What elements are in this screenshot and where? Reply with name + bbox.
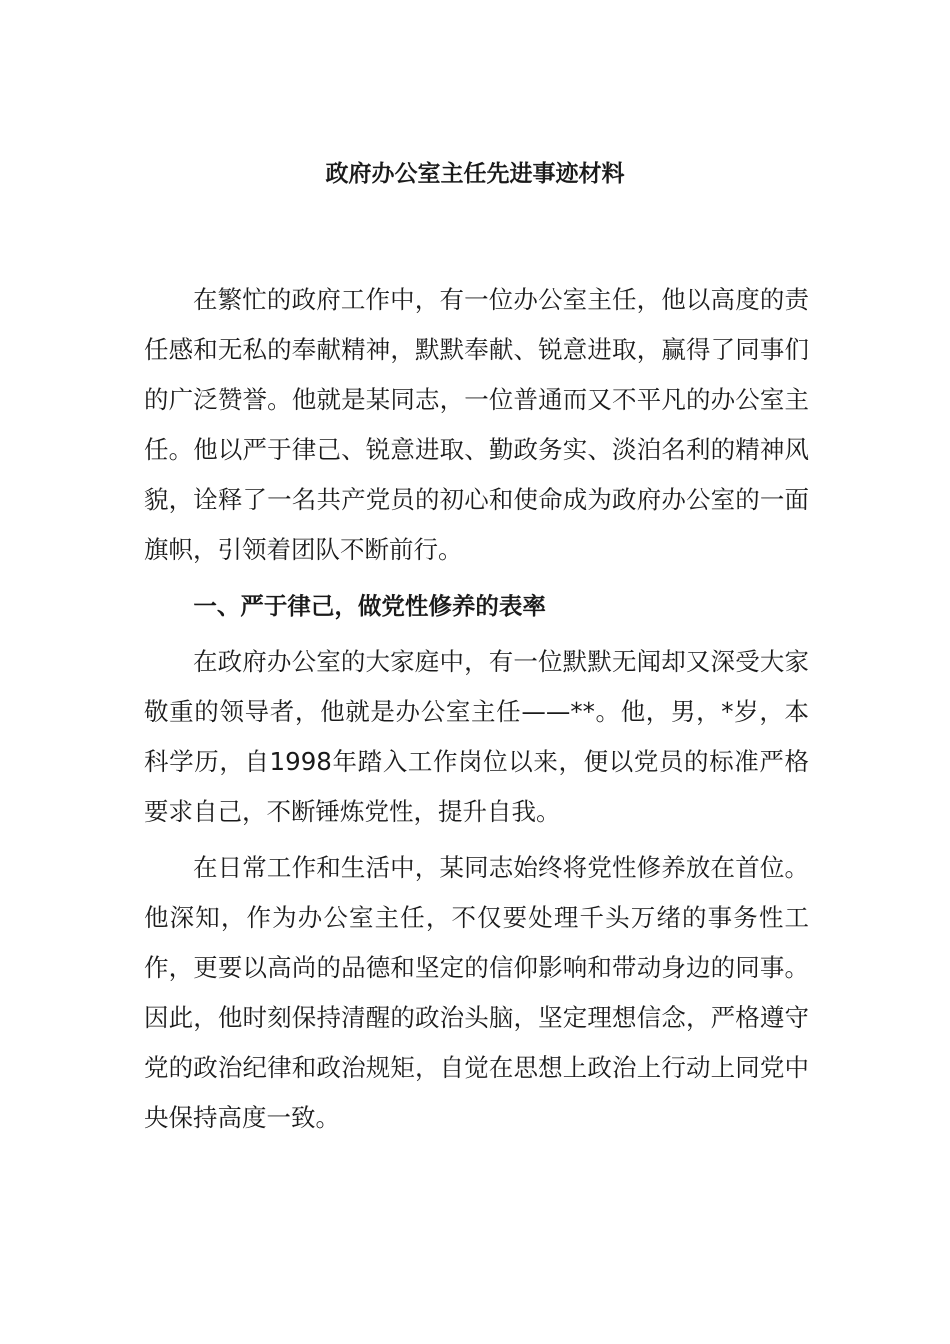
document-title: 政府办公室主任先进事迹材料 (325, 161, 625, 187)
intro-paragraph: 在繁忙的政府工作中，有一位办公室主任，他以高度的责任感和无私的奉献精神，默默奉献、锐意进取，赢得了同事们的广泛赞誉。他就是某同志，一位普通而又不平凡的办公室主任。他以严于律己、锐意进取、勤政务实、淡泊名利的精神风貌，诠释了一名共产党员的初心和使命成为政府办公室的一面旗帜，引领着团队不断前行。 (144, 285, 809, 564)
body-paragraph: 在政府办公室的大家庭中，有一位默默无闻却又深受大家敬重的领导者，他就是办公室主任——**。他，男，*岁，本科学历，自1998年踏入工作岗位以来，便以党员的标准严格要求自己，不断锤炼党性，提升自我。 (144, 647, 809, 826)
body-paragraph: 在日常工作和生活中，某同志始终将党性修养放在首位。他深知，作为办公室主任，不仅要处理千头万绪的事务性工作，更要以高尚的品德和坚定的信仰影响和带动身边的同事。因此，他时刻保持清醒的政治头脑，坚定理想信念，严格遵守党的政治纪律和政治规矩，自觉在思想上政治上行动上同党中央保持高度一致。 (144, 853, 809, 1132)
document-body (144, 275, 809, 1143)
section-heading-1: 一、严于律己，做党性修养的表率 (193, 592, 546, 620)
